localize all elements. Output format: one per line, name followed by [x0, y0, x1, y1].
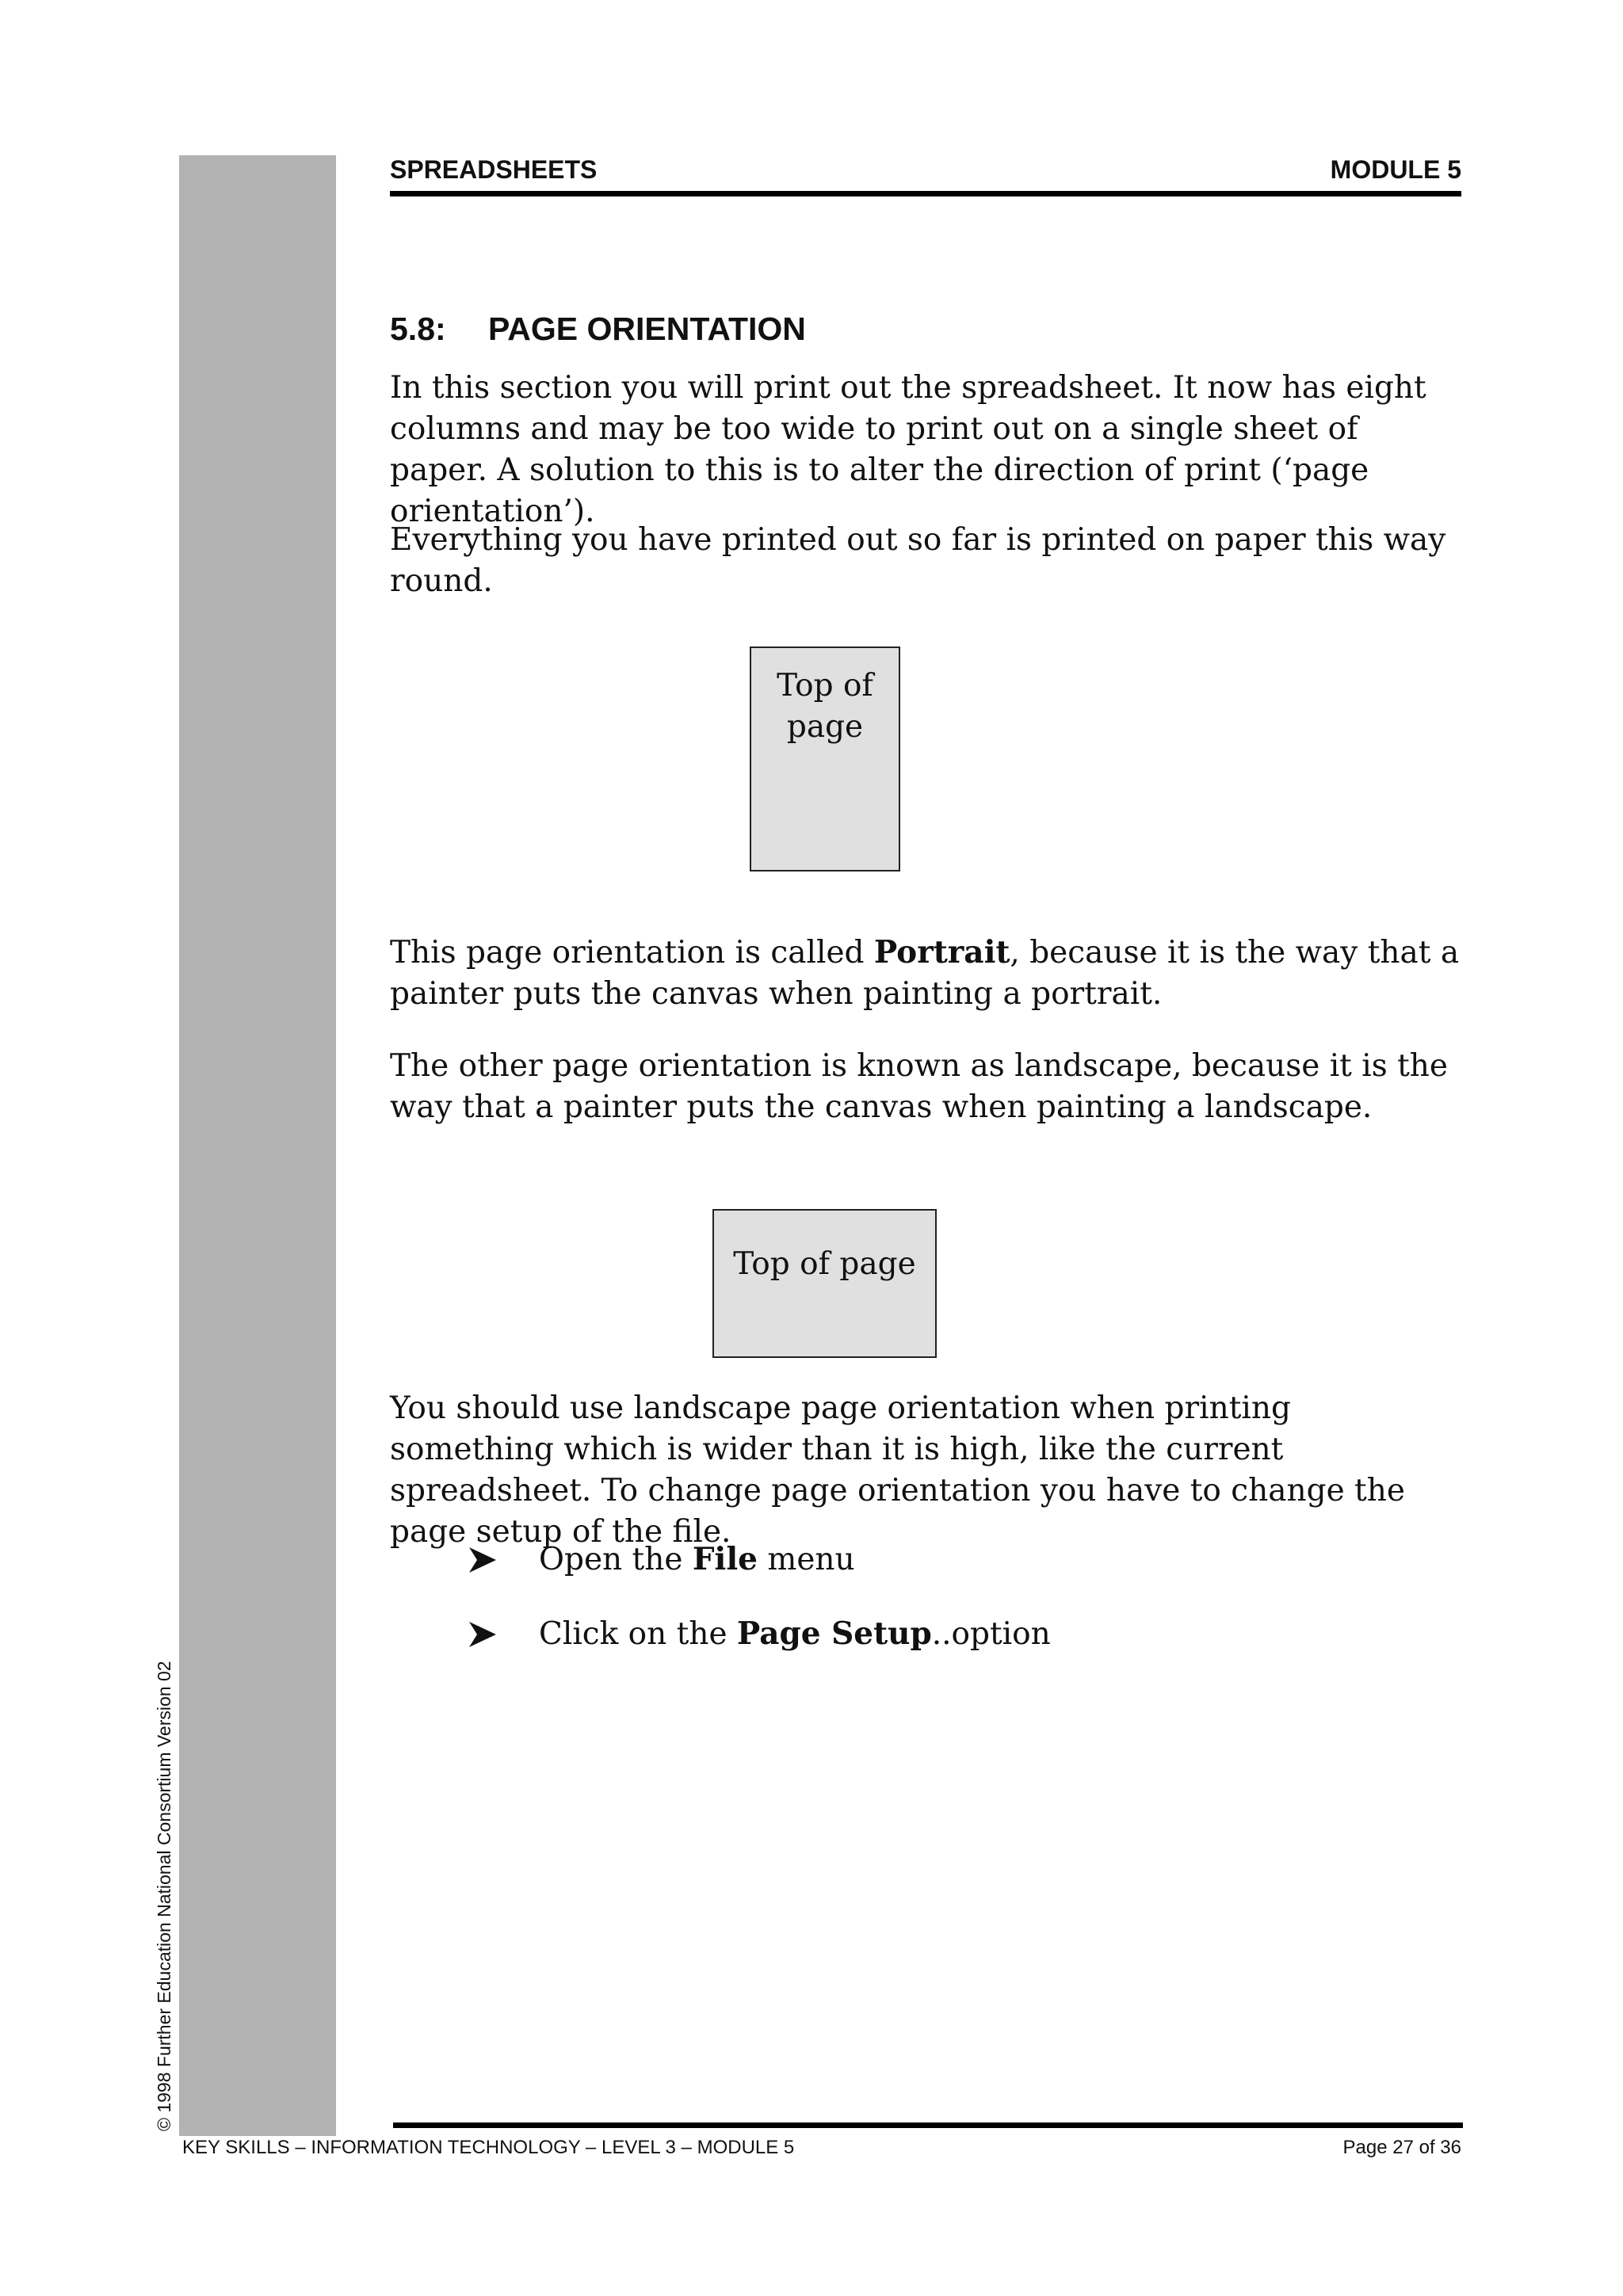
footer-course-title: KEY SKILLS – INFORMATION TECHNOLOGY – LEVEL 3 – MODULE 5 [182, 2137, 795, 2158]
section-number: 5.8: [390, 311, 446, 347]
step-menu-name: File [692, 1541, 758, 1577]
section-heading [390, 311, 806, 348]
arrowhead-bullet-icon [468, 1620, 498, 1649]
footer-page-number: Page 27 of 36 [1342, 2137, 1461, 2158]
portrait-diagram-label: Top of page [777, 668, 873, 745]
page-header [390, 155, 1461, 196]
step-open-file-menu [468, 1539, 855, 1581]
portrait-term: Portrait [873, 934, 1010, 971]
paragraph-use-landscape: You should use landscape page orientation when printing something which is wider than it is high, like the current spreadsheet. To change page orientation you have to change the page setup of the file. [390, 1390, 1405, 1550]
paragraph-landscape: The other page orientation is known as landscape, because it is the way that a painter puts the canvas when painting a landscape. [390, 1048, 1448, 1125]
gray-sidebar-band [179, 155, 336, 2136]
step-text [539, 1613, 1051, 1655]
step-text-before: Open the [539, 1542, 693, 1577]
header-title: SPREADSHEETS [390, 155, 598, 184]
footer-rule [393, 2122, 1463, 2128]
paragraph-portrait [390, 932, 1460, 1015]
arrowhead-bullet-icon [468, 1546, 498, 1574]
portrait-page-diagram [750, 646, 900, 871]
portrait-text-after: , because it is the way that a painter puts the canvas when painting a portrait. [390, 935, 1460, 1012]
copyright-notice: © 1998 Further Education National Consortium Version 02 [154, 1661, 174, 2131]
section-title: PAGE ORIENTATION [488, 311, 806, 347]
landscape-page-diagram [712, 1209, 937, 1358]
step-text [539, 1539, 855, 1581]
landscape-diagram-label: Top of page [733, 1246, 916, 1282]
step-option-name: Page Setup [736, 1615, 932, 1652]
step-text-after: ..option [931, 1616, 1051, 1652]
step-text-after: menu [757, 1542, 855, 1577]
step-page-setup-option [468, 1613, 1051, 1655]
paragraph-current-orientation: Everything you have printed out so far is printed on paper this way round. [390, 522, 1446, 599]
header-module: MODULE 5 [1330, 155, 1461, 184]
paragraph-intro: In this section you will print out the spreadsheet. It now has eight columns and may be too wide to print out on a single sheet of paper. A solution to this is to alter the direction of print (‘page orientation’). [390, 370, 1426, 529]
portrait-text-before: This page orientation is called [390, 935, 874, 971]
step-text-before: Click on the [539, 1616, 737, 1652]
